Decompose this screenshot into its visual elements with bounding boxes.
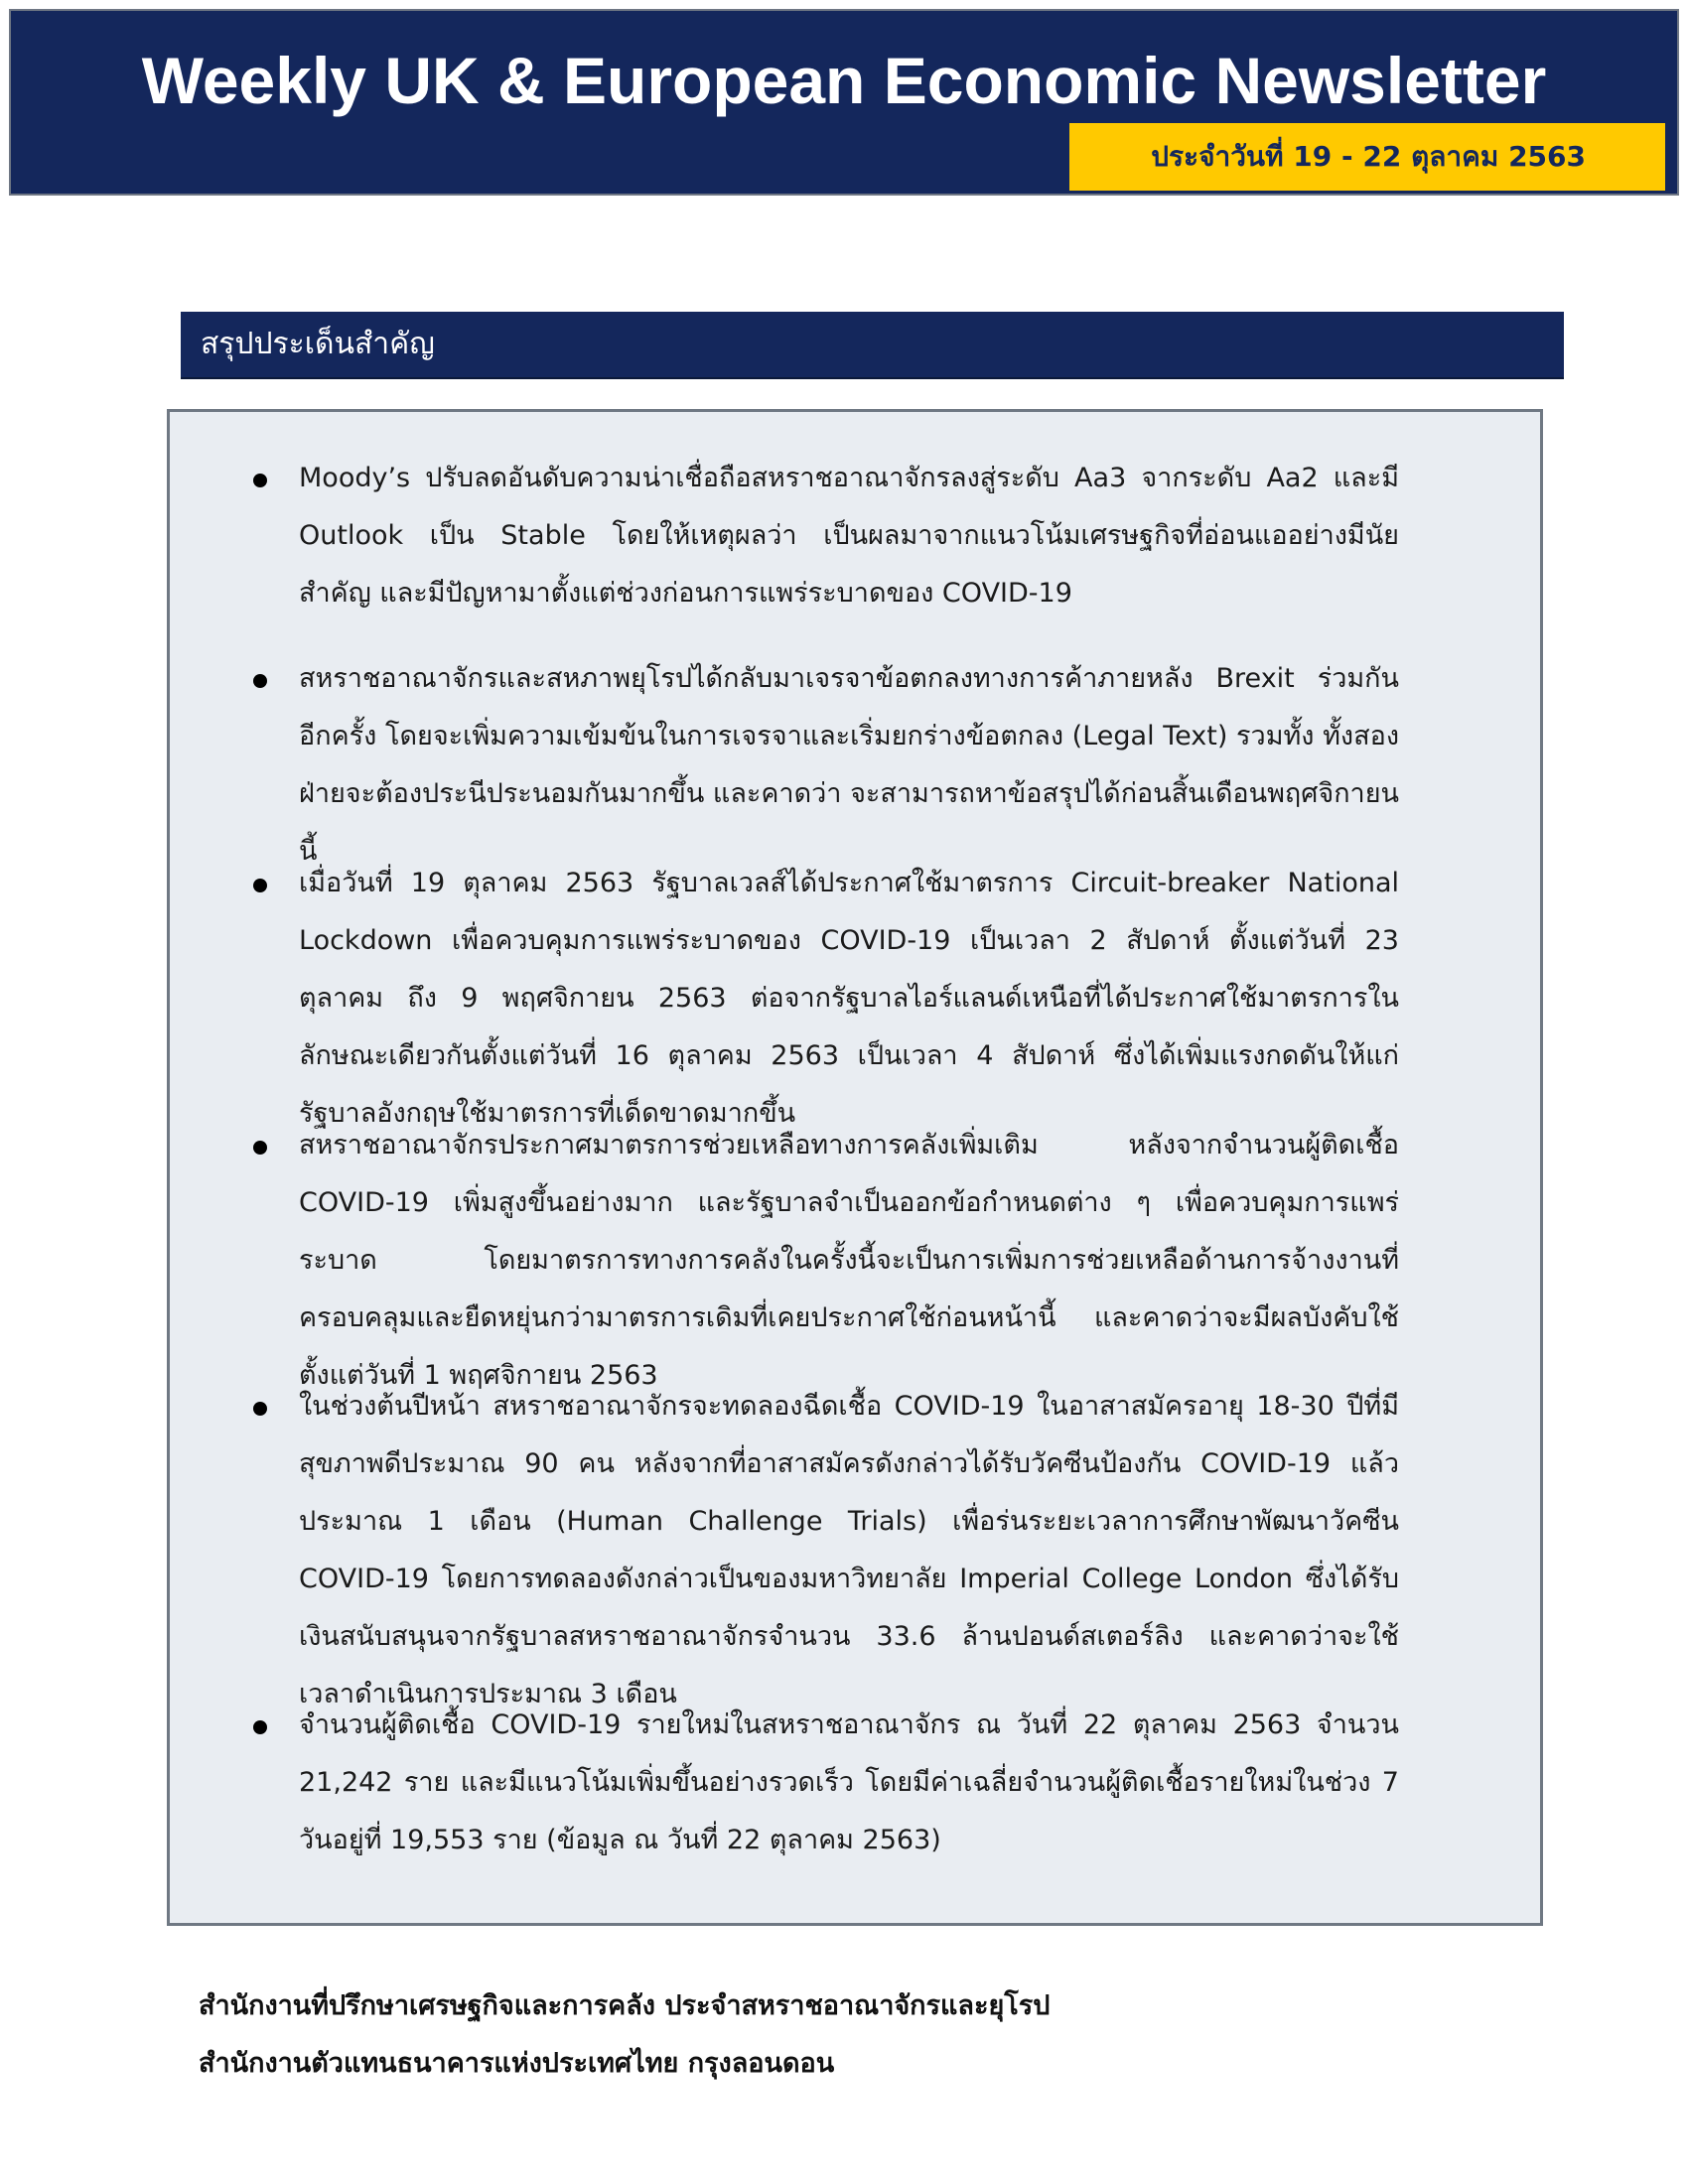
bullet-text: สหราชอาณาจักรประกาศมาตรการช่วยเหลือทางการคลังเพิ่มเติม หลังจากจำนวนผู้ติดเชื้อ COVID-19 เพิ่มสูงขึ้นอย่างมาก และรัฐบาลจำเป็นออกข้อกำหนดต่าง ๆ เพื่อควบคุมการแพร่ระบาด โดยมาตรการทางการคลังในครั้งนี้จะเป็นการเพิ่มการช่วยเหลือด้านการจ้างงานที่ครอบคลุมและยืดหยุ่นกว่ามาตรการเดิมที่เคยประกาศใช้ก่อนหน้านี้ และคาดว่าจะมีผลบังคับใช้ตั้งแต่วันที่ 1 พฤศจิกายน 2563 bbox=[299, 1130, 1399, 1391]
section-header bbox=[181, 312, 1564, 377]
bullet-text: เมื่อวันที่ 19 ตุลาคม 2563 รัฐบาลเวลส์ได้ประกาศใช้มาตรการ Circuit-breaker National Lockdown เพื่อควบคุมการแพร่ระบาดของ COVID-19 เป็นเวลา 2 สัปดาห์ ตั้งแต่วันที่ 23 ตุลาคม ถึง 9 พฤศจิกายน 2563 ต่อจากรัฐบาลไอร์แลนด์เหนือที่ได้ประกาศใช้มาตรการในลักษณะเดียวกันตั้งแต่วันที่ 16 ตุลาคม 2563 เป็นเวลา 4 สัปดาห์ ซึ่งได้เพิ่มแรงกดดันให้แก่รัฐบาลอังกฤษใช้มาตรการที่เด็ดขาดมากขึ้น bbox=[299, 868, 1399, 1129]
bullet-dot-icon bbox=[253, 1141, 267, 1155]
footer-office-name: สำนักงานที่ปรึกษาเศรษฐกิจและการคลัง ประจำสหราชอาณาจักรและยุโรป bbox=[199, 1990, 1051, 2021]
bullet-dot-icon bbox=[253, 474, 267, 487]
footer bbox=[199, 1978, 1489, 2093]
bullet-dot-icon bbox=[253, 1720, 267, 1734]
bullet-text: ในช่วงต้นปีหน้า สหราชอาณาจักรจะทดลองฉีดเชื้อ COVID-19 ในอาสาสมัครอายุ 18-30 ปีที่มีสุขภาพดีประมาณ 90 คน หลังจากที่อาสาสมัครดังกล่าวได้รับวัคซีนป้องกัน COVID-19 แล้วประมาณ 1 เดือน (Human Challenge Trials) เพื่อร่นระยะเวลาการศึกษาพัฒนาวัคซีน COVID-19 โดยการทดลองดังกล่าวเป็นของมหาวิทยาลัย Imperial College London ซึ่งได้รับเงินสนับสนุนจากรัฐบาลสหราชอาณาจักรจำนวน 33.6 ล้านปอนด์สเตอร์ลิง และคาดว่าจะใช้เวลาดำเนินการประมาณ 3 เดือน bbox=[299, 1391, 1399, 1709]
issue-date-badge: ประจำวันที่ 19 - 22 ตุลาคม 2563 bbox=[1069, 123, 1665, 191]
bullet-dot-icon bbox=[253, 879, 267, 892]
bullet-text: สหราชอาณาจักรและสหภาพยุโรปได้กลับมาเจรจาข้อตกลงทางการค้าภายหลัง Brexit ร่วมกันอีกครั้ง โดยจะเพิ่มความเข้มข้นในการเจรจาและเริ่มยกร่างข้อตกลง (Legal Text) รวมทั้ง ทั้งสองฝ่ายจะต้องประนีประนอมกันมากขึ้น และคาดว่า จะสามารถหาข้อสรุปได้ก่อนสิ้นเดือนพฤศจิกายนนี้ bbox=[299, 663, 1399, 867]
bullet-text: Moody’s ปรับลดอันดับความน่าเชื่อถือสหราชอาณาจักรลงสู่ระดับ Aa3 จากระดับ Aa2 และมี Outlook เป็น Stable โดยให้เหตุผลว่า เป็นผลมาจากแนวโน้มเศรษฐกิจที่อ่อนแออย่างมีนัยสำคัญ และมีปัญหามาตั้งแต่ช่วงก่อนการแพร่ระบาดของ COVID-19 bbox=[299, 463, 1399, 609]
summary-box bbox=[167, 409, 1543, 1926]
bullet-text: จำนวนผู้ติดเชื้อ COVID-19 รายใหม่ในสหราชอาณาจักร ณ วันที่ 22 ตุลาคม 2563 จำนวน 21,242 ราย และมีแนวโน้มเพิ่มขึ้นอย่างรวดเร็ว โดยมีค่าเฉลี่ยจำนวนผู้ติดเชื้อรายใหม่ในช่วง 7 วันอยู่ที่ 19,553 ราย (ข้อมูล ณ วันที่ 22 ตุลาคม 2563) bbox=[299, 1709, 1399, 1855]
footer-representative-office: สำนักงานตัวแทนธนาคารแห่งประเทศไทย กรุงลอนดอน bbox=[199, 2048, 835, 2079]
section-title: สรุปประเด็นสำคัญ bbox=[201, 327, 435, 361]
header-banner bbox=[9, 9, 1679, 196]
newsletter-title: Weekly UK & European Economic Newsletter bbox=[141, 44, 1547, 117]
bullet-dot-icon bbox=[253, 674, 267, 688]
bullet-dot-icon bbox=[253, 1402, 267, 1416]
